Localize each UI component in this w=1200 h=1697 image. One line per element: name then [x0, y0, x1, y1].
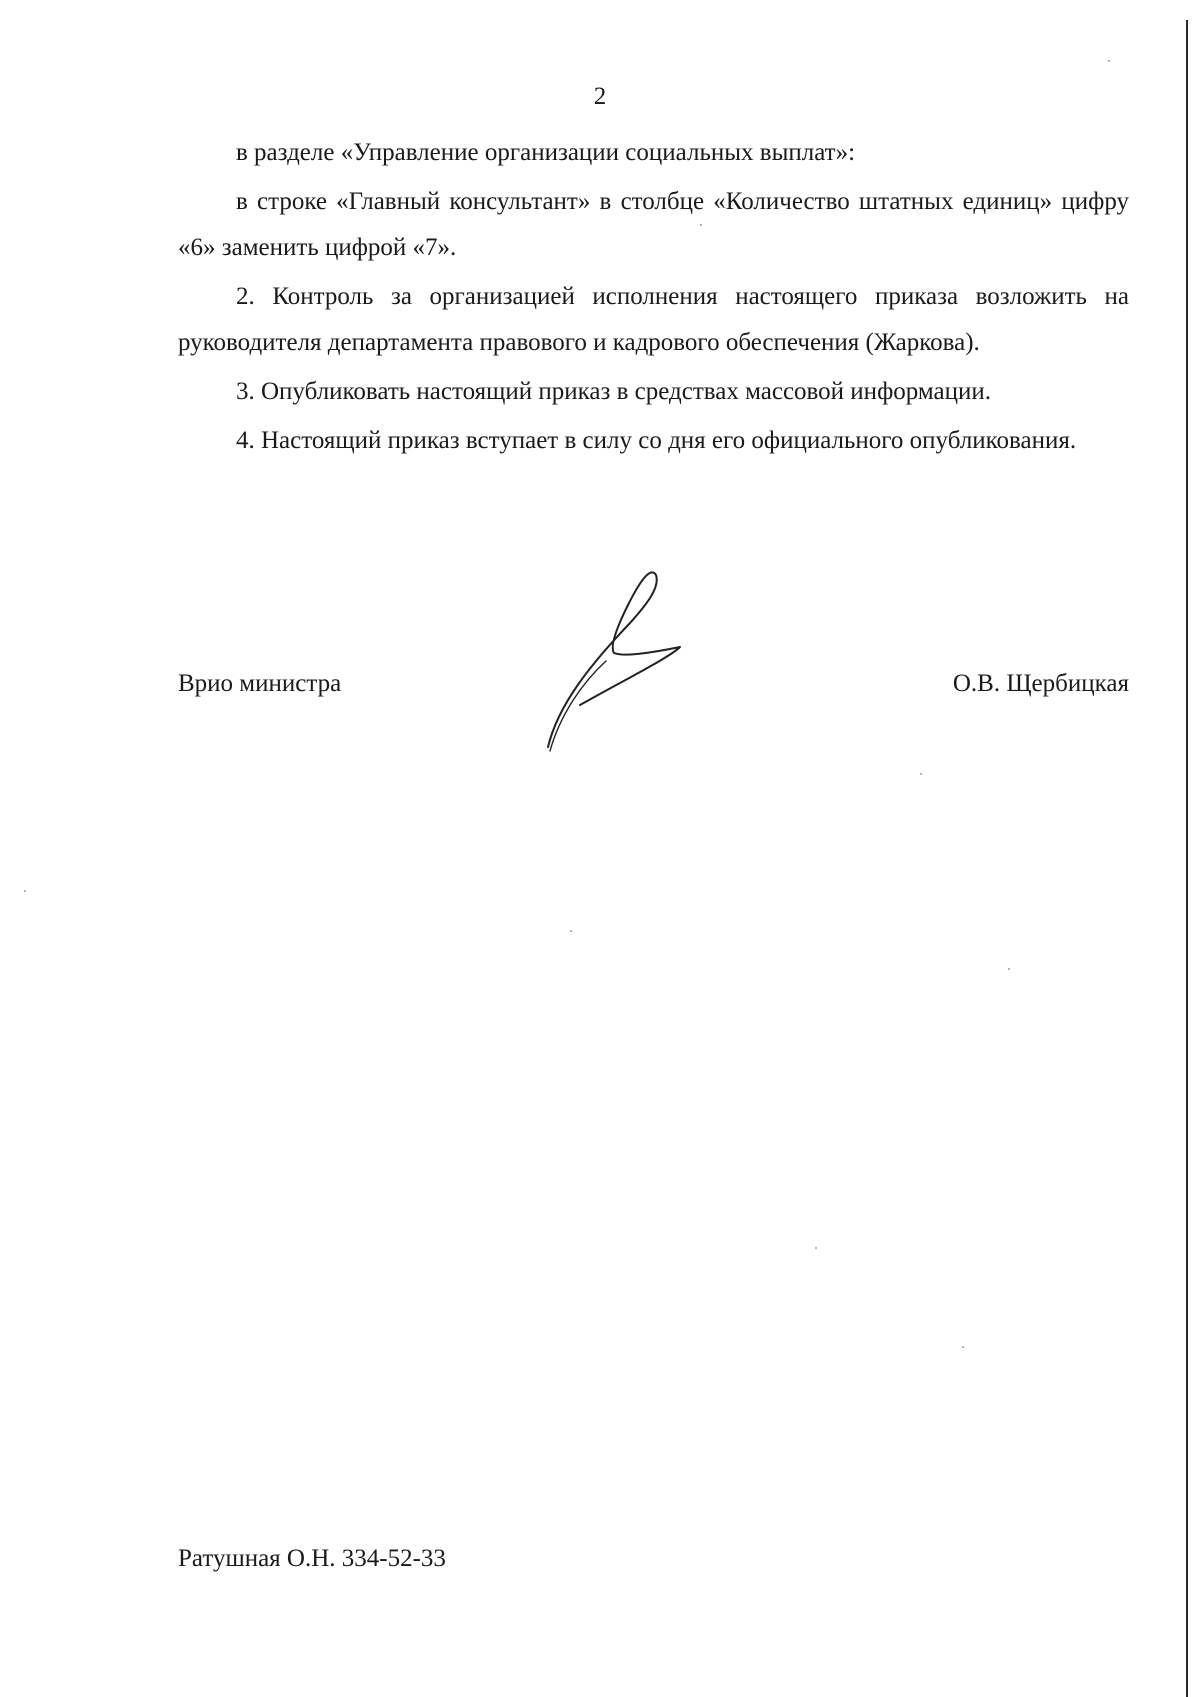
handwritten-signature: [520, 565, 720, 755]
paragraph-effective: 4. Настоящий приказ вступает в силу со дня его официального опубликования.: [236, 427, 1077, 454]
paragraph-publish: 3. Опубликовать настоящий приказ в средствах массовой информации.: [236, 378, 992, 405]
scan-edge-line: [1186, 20, 1188, 1697]
signatory-title: Врио министра: [178, 670, 342, 697]
executor-contact: Ратушная О.Н. 334-52-33: [178, 1545, 446, 1572]
paragraph-staff-change: в строке «Главный консультант» в столбце «Количество штатных единиц» цифру «6» заменить цифрой «7».: [178, 188, 1129, 261]
scan-speck: [700, 224, 702, 226]
paragraph-section-reference: в разделе «Управление организации социальных выплат»:: [236, 139, 856, 166]
scan-speck: [24, 890, 26, 892]
signature-block: [178, 664, 1129, 704]
document-body: [178, 130, 1129, 467]
scan-speck: [815, 1247, 817, 1249]
scan-speck: [1108, 60, 1110, 62]
paragraph-control: 2. Контроль за организацией исполнения настоящего приказа возложить на руководителя департамента правового и кадрового обеспечения (Жаркова).: [178, 283, 1129, 356]
scan-speck: [1008, 968, 1010, 970]
scan-speck: [962, 1346, 964, 1348]
scan-speck: [570, 930, 572, 932]
signatory-name: О.В. Щербицкая: [952, 670, 1129, 697]
page-number: 2: [593, 83, 607, 110]
scan-speck: [920, 773, 922, 775]
